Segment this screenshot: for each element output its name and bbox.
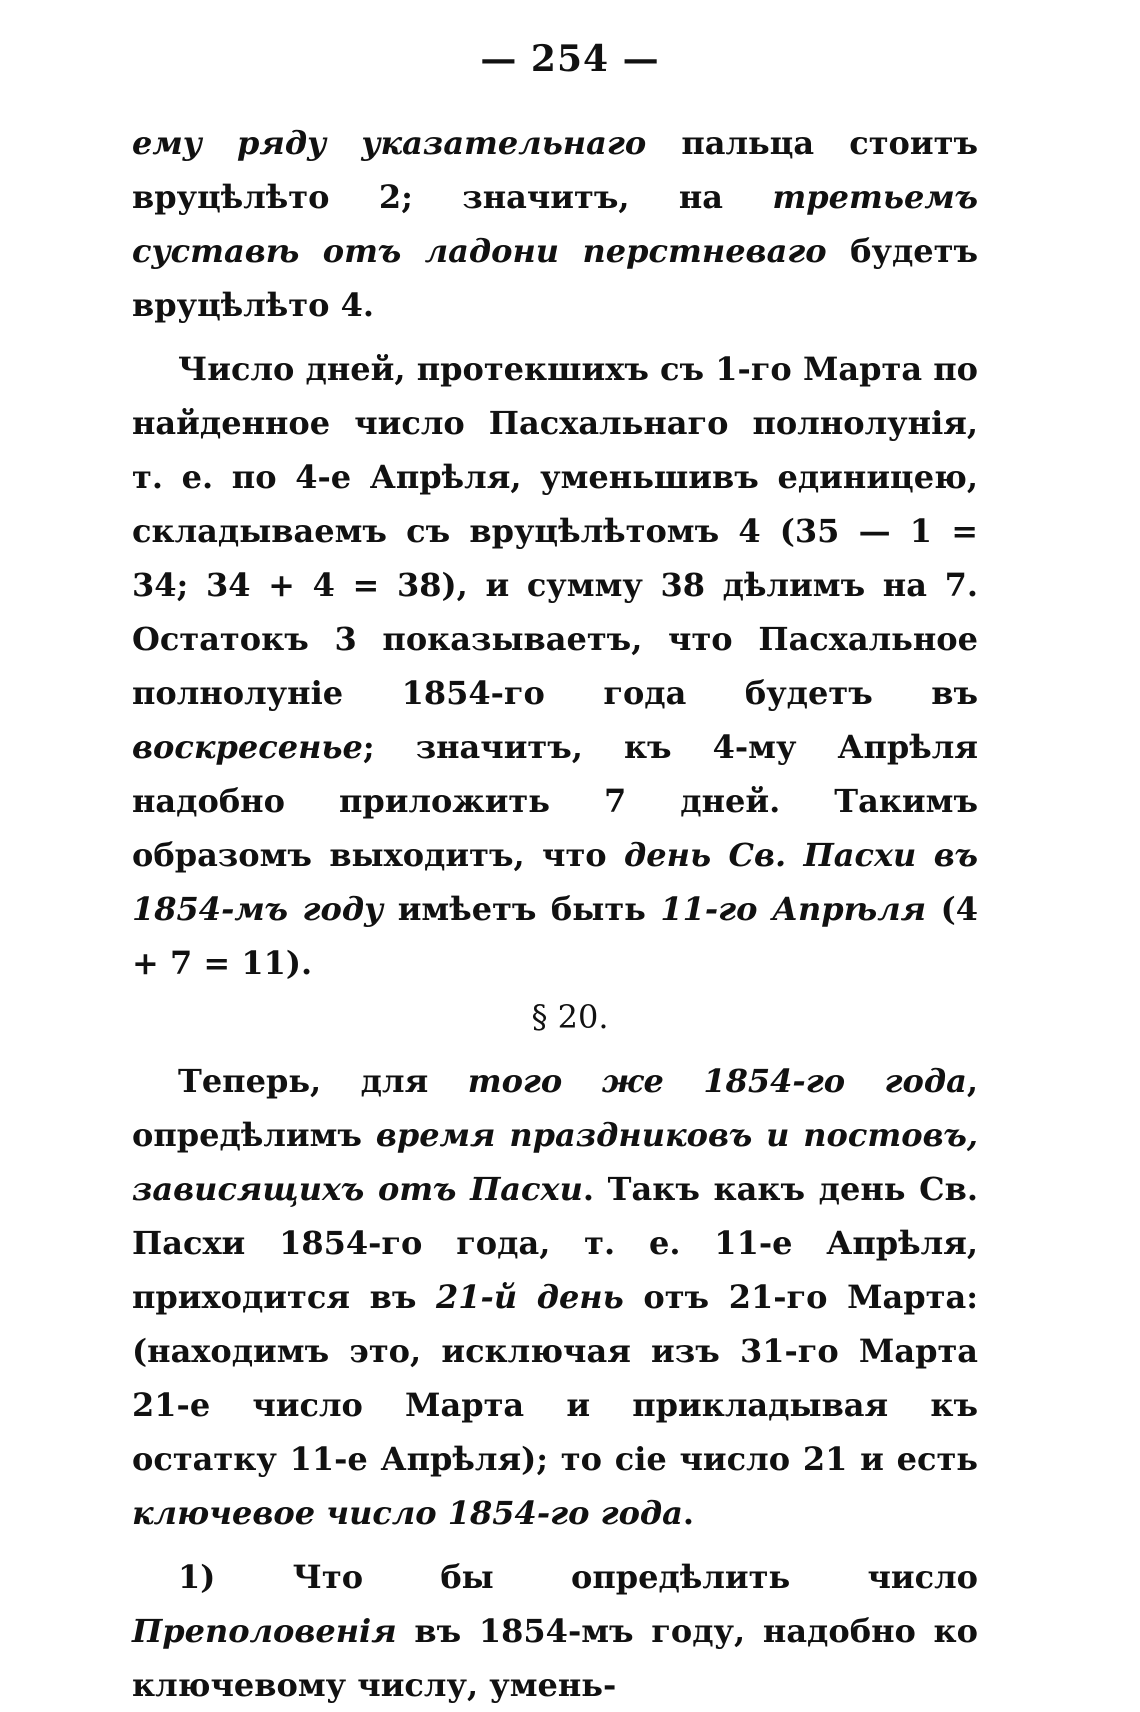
italic-run: того же 1854-го года (467, 1062, 967, 1100)
text-run: , опредѣлимъ (132, 1062, 979, 1154)
text-run: Теперь, для (178, 1062, 468, 1100)
italic-run: 21-й день (436, 1278, 624, 1316)
page-number: — 254 — (480, 38, 660, 80)
text-run: . Такъ какъ день Св. Пасхи 1854-го года, т. е. 11-е Апрѣля, приходится въ (132, 1170, 979, 1316)
text-run: (4 + 7 = 11). (132, 890, 979, 982)
body-text (132, 116, 978, 1712)
text-run: Число дней, протекшихъ съ 1-го Марта по найденное число Пасхальнаго полнолунія, т. е. по 4-е Апрѣля, уменьшивъ единицею, складываемъ съ вруцѣлѣтомъ 4 (35 — 1 = 34; 34 + 4 = 38), и сумму 38 дѣлимъ на 7. Остатокъ 3 показываетъ, что Пасхальное полнолуніе 1854-го года будетъ въ (132, 350, 978, 712)
italic-run: день Св. Пасхи въ 1854-мъ году (132, 836, 978, 928)
italic-run: ключевое число 1854-го года (132, 1494, 683, 1532)
italic-run: время праздниковъ и постовъ, зависящихъ отъ Пасхи (132, 1116, 979, 1208)
section-heading: § 20. (531, 998, 609, 1036)
text-run: въ 1854-мъ году, надобно ко ключевому числу, умень- (132, 1612, 978, 1704)
italic-run: третьемъ суставѣ отъ ладони перстневаго (132, 178, 978, 270)
text-run: пальца стоитъ вруцѣлѣто 2; значитъ, на (132, 124, 979, 216)
text-run: . (682, 1494, 695, 1532)
italic-run: ему ряду указательнаго (132, 124, 647, 162)
text-run: будетъ вруцѣлѣто 4. (132, 232, 979, 324)
text-run: 1) Что бы опредѣлить число (178, 1558, 978, 1596)
text-run: имѣетъ быть (383, 890, 661, 928)
text-run: отъ 21-го Марта: (находимъ это, исключая изъ 31-го Марта 21-е число Марта и прикладывая къ остатку 11-е Апрѣля); то сіе число 21 и есть (132, 1278, 979, 1478)
paragraph-key-number (132, 1054, 978, 1540)
italic-run: Преполовенія (132, 1612, 397, 1650)
italic-run: 11-го Апрѣля (660, 890, 927, 928)
italic-run: воскресенье (132, 728, 363, 766)
paragraph-continuation (132, 116, 978, 332)
paragraph-mid-pentecost (132, 1550, 978, 1712)
text-run: ; значитъ, къ 4-му Апрѣля надобно приложить 7 дней. Такимъ образомъ выходитъ, что (132, 728, 978, 874)
paragraph-easter-calculation (132, 342, 978, 990)
